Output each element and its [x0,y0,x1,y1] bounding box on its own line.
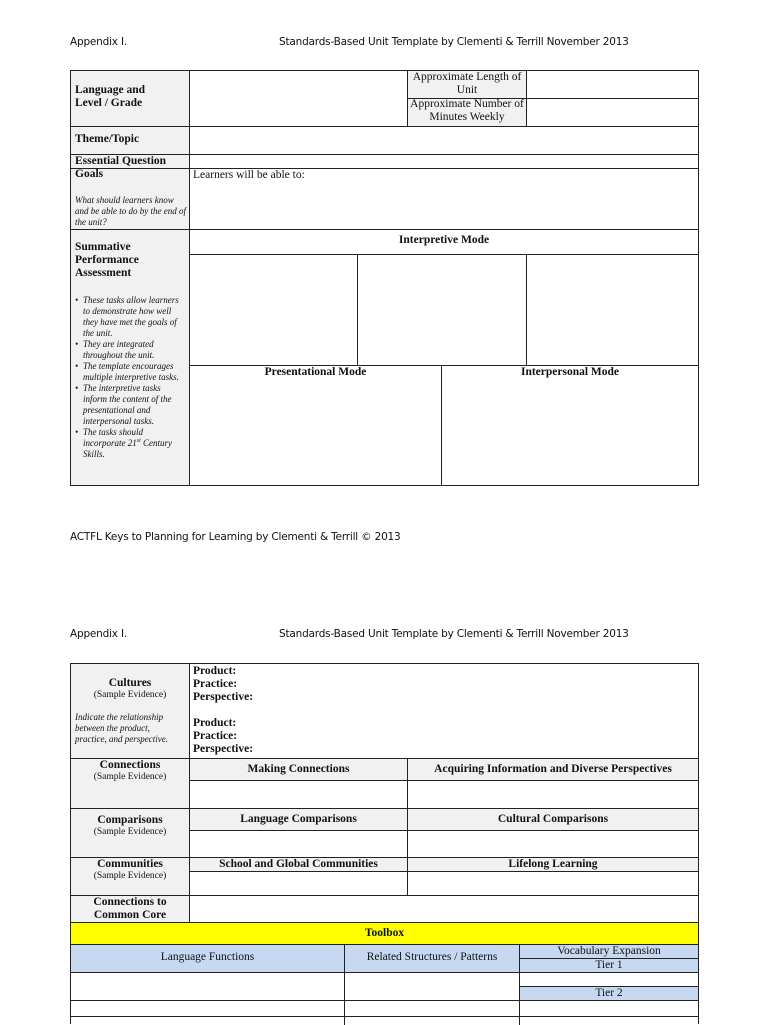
acquiring-info-input[interactable] [408,781,698,808]
summative-note-3: • The template encourages multiple interpretive tasks. [75,361,185,383]
product-label-1: Product: [193,665,237,677]
cultures-label: Cultures [108,677,152,689]
connections-sample-evidence: (Sample Evidence) [93,772,167,782]
practice-label-2: Practice: [193,730,238,742]
approx-length-input[interactable] [527,71,698,98]
footer-copyright: ACTFL Keys to Planning for Learning by Clementi & Terrill © 2013 [70,531,401,543]
goals-note: What should learners know and be able to do by the end of the unit? [75,195,186,227]
label-column-bg-2 [71,664,189,922]
approx-minutes-input[interactable] [527,99,698,126]
product-label-2: Product: [193,717,237,729]
making-connections-heading: Making Connections [247,763,350,775]
theme-topic-input[interactable] [190,127,698,154]
summative-assessment-label: Summative Performance Assessment [75,241,139,279]
related-structures-heading: Related Structures / Patterns [366,951,498,963]
related-structures-input[interactable] [345,973,519,1000]
presentational-mode-heading: Presentational Mode [264,366,367,378]
toolbox-heading: Toolbox [71,923,698,944]
acquiring-info-heading: Acquiring Information and Diverse Perspectives [434,763,672,775]
tier2-input[interactable] [520,1001,698,1016]
school-global-heading: School and Global Communities [219,858,378,870]
interpretive-task-3[interactable] [527,255,698,365]
perspective-label-2: Perspective: [193,743,254,755]
header-right-2: Standards-Based Unit Template by Clementi & Terrill November 2013 [279,628,629,640]
language-comparisons-heading: Language Comparisons [240,813,357,825]
language-functions-heading: Language Functions [160,951,255,963]
header-left-2: Appendix I. [70,628,127,640]
communities-label: Communities [97,858,163,870]
language-comparisons-input[interactable] [190,831,407,857]
unit-template-table [70,70,699,486]
cultural-comparisons-input[interactable] [408,831,698,857]
comparisons-label: Comparisons [97,814,163,826]
interpretive-task-2[interactable] [358,255,526,365]
summative-note-4: • The interpretive tasks inform the content of the presentational and interpersonal tasks. [75,383,185,427]
perspective-label-1: Perspective: [193,691,254,703]
interpretive-mode-heading: Interpretive Mode [398,234,490,246]
language-level-input[interactable] [190,71,407,126]
essential-question-input[interactable] [190,155,698,168]
summative-note-5: • The tasks should incorporate 21st Century Skills. [75,427,185,460]
lifelong-learning-heading: Lifelong Learning [508,858,598,870]
cultures-note: Indicate the relationship between the product, practice, and perspective. [75,712,168,744]
tier1-heading: Tier 1 [595,959,623,971]
cultures-evidence[interactable] [193,665,693,756]
interpersonal-mode-heading: Interpersonal Mode [520,366,620,378]
comparisons-sample-evidence: (Sample Evidence) [93,827,167,837]
summative-notes [75,295,185,460]
common-core-input[interactable] [190,896,698,922]
goals-text[interactable]: Learners will be able to: [193,169,305,181]
header-right: Standards-Based Unit Template by Clementi & Terrill November 2013 [279,36,629,48]
school-global-input[interactable] [190,872,407,895]
tier2-heading: Tier 2 [595,987,623,999]
making-connections-input[interactable] [190,781,407,808]
connections-label: Connections [99,759,161,771]
summative-note-1: • These tasks allow learners to demonstrate how well they have met the goals of the unit. [75,295,185,339]
header-left: Appendix I. [70,36,127,48]
summative-note-2: • They are integrated throughout the unit. [75,339,185,361]
cultural-comparisons-heading: Cultural Comparisons [497,813,609,825]
vocab-expansion-heading: Vocabulary Expansion [557,945,661,957]
approx-minutes-label: Approximate Number of Minutes Weekly [410,98,524,123]
common-core-label: Connections to Common Core [93,896,167,921]
essential-question-label: Essential Question [75,155,167,167]
communities-sample-evidence: (Sample Evidence) [93,871,167,881]
goals-label: Goals [75,168,104,180]
approx-length-label: Approximate Length of Unit [412,71,522,96]
practice-label-1: Practice: [193,678,238,690]
language-functions-input[interactable] [71,973,344,1000]
tier1-input[interactable] [520,973,698,986]
lifelong-learning-input[interactable] [408,872,698,895]
interpretive-task-1[interactable] [190,255,357,365]
cultures-sample-evidence: (Sample Evidence) [93,690,167,700]
theme-topic-label: Theme/Topic [75,133,140,145]
language-level-label: Language and Level / Grade [75,84,145,109]
standards-table [70,663,699,1024]
